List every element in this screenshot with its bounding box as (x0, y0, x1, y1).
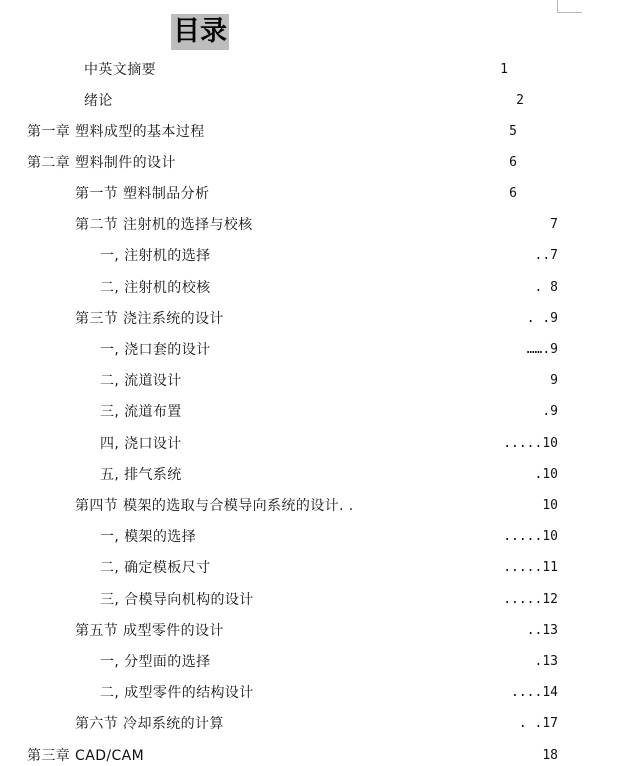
toc-title: 目录 (171, 14, 229, 50)
toc-entry-item-2-4-2[interactable] (100, 556, 558, 578)
toc-entry-section-2-3[interactable] (75, 307, 558, 329)
toc-page-number: 6 (509, 154, 517, 170)
toc-dot-leader (255, 681, 510, 703)
toc-page-number: . .9 (526, 310, 558, 326)
toc-entry-label: 第四节 模架的选取与合模导向系统的设计. . (75, 498, 354, 514)
toc-page-number: 2 (516, 92, 524, 108)
toc-entry-label: 三, 流道布置 (100, 404, 182, 420)
toc-page-number: 7 (550, 216, 558, 232)
toc-page-number: . 8 (534, 279, 558, 295)
toc-page-number: 9 (550, 372, 558, 388)
toc-page-number: 18 (542, 747, 558, 763)
toc-entry-label: 第一章 塑料成型的基本过程 (27, 124, 205, 140)
toc-entry-label: 第三节 浇注系统的设计 (75, 311, 224, 327)
toc-dot-leader (254, 213, 550, 235)
toc-dot-leader (183, 463, 534, 485)
toc-page-number: .10 (534, 466, 558, 482)
toc-page-number: .....12 (503, 591, 558, 607)
toc-entry-item-2-5-2[interactable] (100, 681, 558, 703)
toc-entry-label: 一, 分型面的选择 (100, 654, 211, 670)
toc-entry-chapter-3[interactable] (27, 744, 558, 766)
toc-dot-leader (114, 89, 515, 111)
toc-entry-label: 中英文摘要 (84, 62, 156, 78)
toc-entry-label: 一, 模架的选择 (100, 529, 197, 545)
toc-entry-section-2-1[interactable] (75, 182, 517, 204)
toc-dot-leader (183, 369, 549, 391)
toc-dot-leader (212, 244, 534, 266)
toc-entry-section-2-5[interactable] (75, 619, 558, 641)
toc-entry-label: 第二章 塑料制件的设计 (27, 155, 176, 171)
toc-entry-section-2-4[interactable] (75, 494, 558, 516)
toc-entry-section-2-2[interactable] (75, 213, 558, 235)
toc-entry-label: 一, 浇口套的设计 (100, 342, 211, 358)
toc-dot-leader (183, 400, 542, 422)
toc-entry-label: 二, 注射机的校核 (100, 280, 211, 296)
toc-entry-item-2-4-1[interactable] (100, 525, 558, 547)
toc-entry-item-2-4-3[interactable] (100, 588, 558, 610)
toc-entry-item-2-3-3[interactable] (100, 400, 558, 422)
toc-page-number: …….9 (526, 341, 558, 357)
toc-page-number: .....10 (503, 528, 558, 544)
toc-page-number: ..7 (534, 247, 558, 263)
toc-page-number: 5 (509, 123, 517, 139)
toc-dot-leader (212, 556, 503, 578)
toc-page-number: .13 (534, 653, 558, 669)
toc-page-number: . .17 (518, 715, 558, 731)
toc-entry-label: 二, 确定模板尺寸 (100, 560, 211, 576)
toc-entry-label: 第一节 塑料制品分析 (75, 186, 210, 202)
toc-page-number: ..13 (526, 622, 558, 638)
toc-entry-section-2-6[interactable] (75, 712, 558, 734)
toc-entry-label: 第六节 冷却系统的计算 (75, 716, 224, 732)
toc-page-number: 10 (542, 497, 558, 513)
toc-entry-label: 二, 成型零件的结构设计 (100, 685, 254, 701)
toc-entry-abstract[interactable] (84, 58, 508, 80)
toc-page-number: 6 (509, 185, 517, 201)
toc-entry-item-2-3-2[interactable] (100, 369, 558, 391)
toc-entry-label: 第三章 CAD/CAM (27, 748, 145, 764)
toc-entry-introduction[interactable] (84, 89, 524, 111)
toc-dot-leader (183, 432, 503, 454)
toc-dot-leader (145, 744, 541, 766)
toc-entry-label: 四, 浇口设计 (100, 436, 182, 452)
toc-entry-item-2-2-2[interactable] (100, 276, 558, 298)
toc-page-number: .....10 (503, 435, 558, 451)
toc-entry-label: 一, 注射机的选择 (100, 248, 211, 264)
toc-entry-label: 第二节 注射机的选择与校核 (75, 217, 253, 233)
toc-entry-chapter-1[interactable] (27, 120, 517, 142)
toc-dot-leader (177, 151, 508, 173)
toc-entry-label: 三, 合模导向机构的设计 (100, 592, 254, 608)
toc-dot-leader (355, 494, 542, 516)
toc-dot-leader (225, 619, 526, 641)
toc-dot-leader (210, 182, 508, 204)
toc-entry-label: 第五节 成型零件的设计 (75, 623, 224, 639)
toc-dot-leader (157, 58, 499, 80)
toc-dot-leader (225, 712, 518, 734)
toc-entry-label: 五, 排气系统 (100, 467, 182, 483)
toc-dot-leader (255, 588, 503, 610)
toc-page-number: 1 (500, 61, 508, 77)
toc-dot-leader (212, 338, 526, 360)
toc-dot-leader (212, 276, 534, 298)
toc-entry-item-2-2-1[interactable] (100, 244, 558, 266)
toc-dot-leader (206, 120, 509, 142)
toc-dot-leader (225, 307, 526, 329)
toc-entry-item-2-5-1[interactable] (100, 650, 558, 672)
toc-dot-leader (212, 650, 534, 672)
toc-page-number: ....14 (511, 684, 558, 700)
toc-entry-chapter-2[interactable] (27, 151, 517, 173)
toc-entry-item-2-3-4[interactable] (100, 432, 558, 454)
toc-page-number: .9 (542, 403, 558, 419)
toc-entry-item-2-3-5[interactable] (100, 463, 558, 485)
toc-page-number: .....11 (503, 559, 558, 575)
toc-dot-leader (197, 525, 502, 547)
toc-entry-label: 绪论 (84, 93, 113, 109)
toc-entry-label: 二, 流道设计 (100, 373, 182, 389)
toc-entry-item-2-3-1[interactable] (100, 338, 558, 360)
